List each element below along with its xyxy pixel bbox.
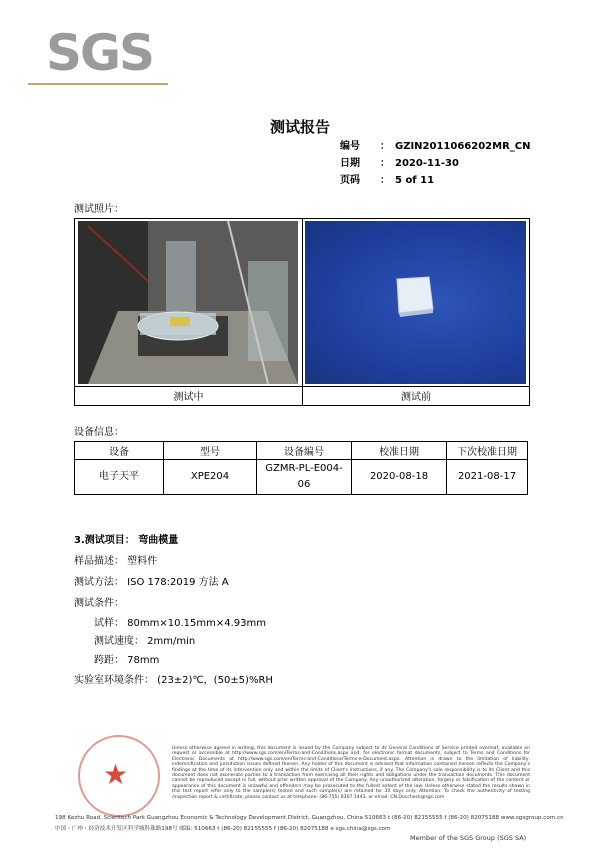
table-header-cell: 校准日期 <box>352 442 447 460</box>
meta-sep: ： <box>380 158 390 169</box>
table-cell: GZMR-PL-E004- 06 <box>257 460 352 495</box>
footer-disclaimer: Unless otherwise agreed in writing, this document is issued by the Company subject to its General Conditions of Service printed overleaf, available on request or accessible at http://www.sgs.com/en/Terms-and-Conditions.aspx and, for electronic format documents, subject to Terms and Conditions for Electronic Documents at http://www.sgs.com/en/Terms-and-Conditions/Terms-e-Document.aspx. Attention is drawn to the limitation of liability, indemnification and jurisdiction issues defined therein. Any holder of this document is advised that information contained hereon reflects the Company's findings at the time of its intervention only and within the limits of Client's instructions, if any. The Company's sole responsibility is to its Client and this document does not exonerate parties to a transaction from exercising all their rights and obligations under the transaction documents. This document cannot be reproduced except in full, without prior written approval of the Company. Any unauthorized alteration, forgery or falsification of the content or appearance of this document is unlawful and offenders may be prosecuted to the fullest extent of the law. Unless otherwise stated the results shown in this test report refer only to the sample(s) tested and such sample(s) are retained for 30 days only. Attention: To check the authenticity of testing /inspection report & certificate, please contact us at telephone: (86-755) 8307 1443, or email: CN.Doccheck@sgs.com <box>172 746 530 800</box>
report-title: 测试报告 <box>269 118 330 136</box>
table-cell: XPE204 <box>164 460 257 495</box>
report-meta <box>340 138 531 189</box>
footer-address-en: 198 Kezhu Road, Scientech Park Guangzhou Economic & Technology Development District, Guangzhou, China 510663 t (86-20) 82155555 f (86-20) 82075188 www.sgsgroup.com.cn <box>55 815 564 821</box>
photos-section-label: 测试照片： <box>74 204 124 215</box>
test-method: 测试方法： ISO 178:2019 方法 A <box>74 577 229 588</box>
left-caption: 测试中 <box>173 392 204 403</box>
table-header-cell: 下次校准日期 <box>447 442 528 460</box>
meta-key: 页码 <box>340 175 360 186</box>
meta-row-date <box>340 155 531 172</box>
table-cell: 电子天平 <box>75 460 164 495</box>
meta-key: 编号 <box>340 141 360 152</box>
table-header-cell: 型号 <box>164 442 257 460</box>
photos-box <box>74 218 530 406</box>
equipment-section-label: 设备信息： <box>74 427 124 438</box>
table-header-cell: 设备编号 <box>257 442 352 460</box>
table-cell: 2021-08-17 <box>447 460 528 495</box>
meta-value: 5 of 11 <box>395 175 435 186</box>
sample-description: 样品描述： 塑料件 <box>74 556 158 567</box>
meta-value: 2020-11-30 <box>395 158 459 169</box>
right-caption: 测试前 <box>401 392 431 403</box>
caption-separator <box>75 386 529 387</box>
table-row <box>75 460 528 495</box>
table-header-row <box>75 442 528 460</box>
test-conditions-label: 测试条件： <box>74 598 124 609</box>
specimen-size: 试样： 80mm×10.15mm×4.93mm <box>94 618 267 629</box>
sgs-logo <box>28 24 168 88</box>
member-of-group: Member of the SGS Group (SGS SA) <box>410 834 527 842</box>
photo-divider <box>302 219 303 405</box>
meta-row-page <box>340 172 531 189</box>
balance-photo-drawing <box>78 221 298 384</box>
lab-environment: 实验室环境条件： (23±2)℃，(50±5)%RH <box>74 675 273 686</box>
footer-address-cn: 中国・广州・经济技术开发区科学城科珠路198号 邮编: 510663 t (86-20) 82155555 f (86-20) 82075188 e sgs.china@sgs.com <box>55 826 391 832</box>
table-header-cell: 设备 <box>75 442 164 460</box>
meta-sep: ： <box>380 175 390 186</box>
photo-during-test <box>78 221 298 384</box>
meta-sep: ： <box>380 141 390 152</box>
logo-text: SGS <box>46 24 154 82</box>
photo-before-test <box>305 221 526 384</box>
span-length: 跨距： 78mm <box>94 655 160 666</box>
meta-key: 日期 <box>340 158 360 169</box>
seal-star-icon: ★ <box>103 758 129 791</box>
sample-photo-drawing <box>305 221 526 384</box>
test-speed: 测试速度： 2mm/min <box>94 636 196 647</box>
table-cell: 2020-08-18 <box>352 460 447 495</box>
equipment-table <box>74 441 528 495</box>
meta-row-number <box>340 138 531 155</box>
test-item: 3.测试项目： 弯曲模量 <box>74 535 179 546</box>
logo-underline <box>28 83 168 85</box>
meta-value: GZIN2011066202MR_CN <box>395 141 531 152</box>
